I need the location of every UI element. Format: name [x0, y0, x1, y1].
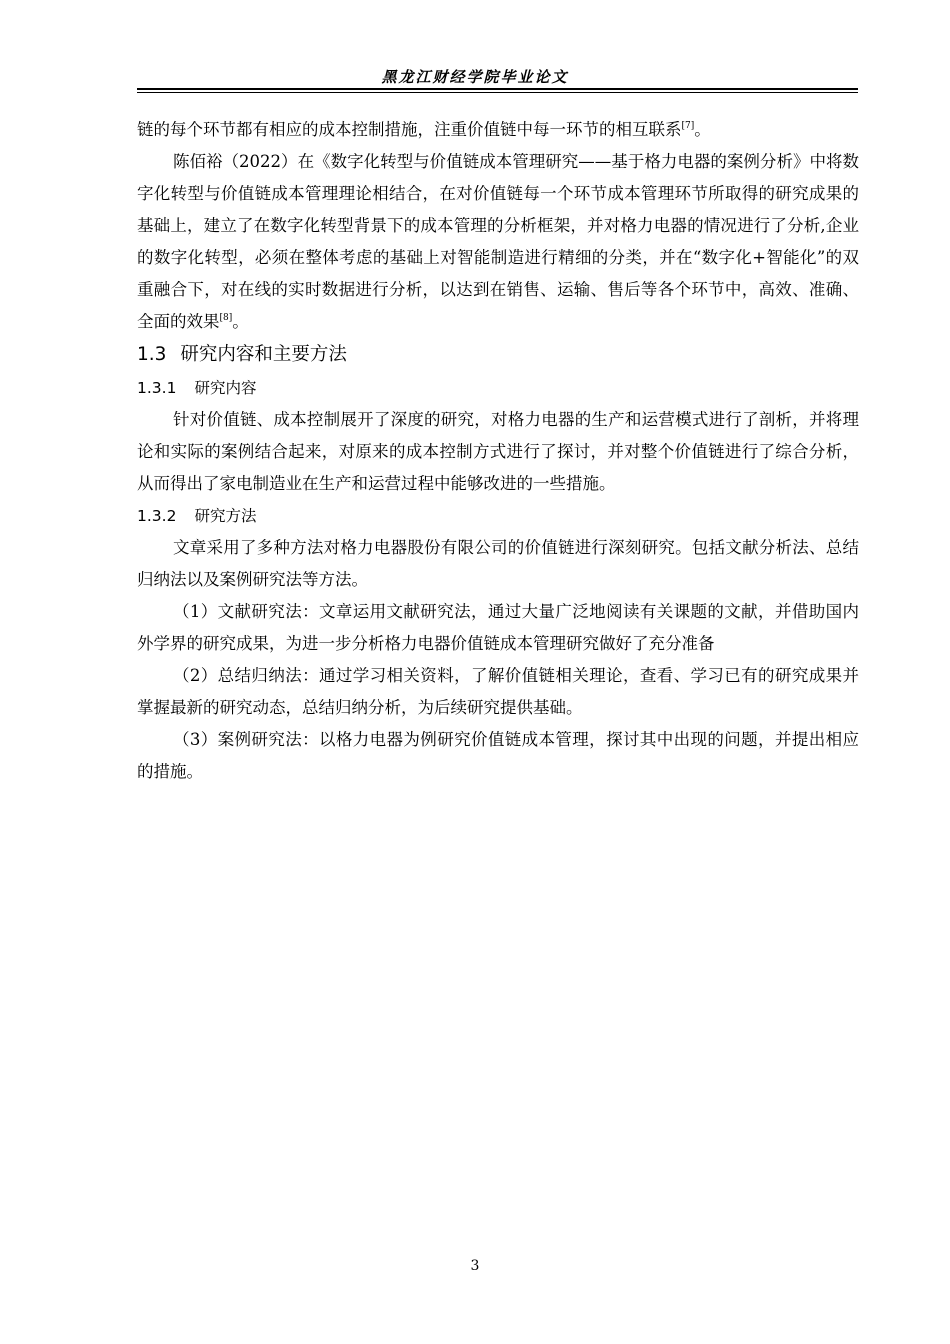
header-rule-thick — [137, 88, 858, 90]
citation-ref: [7] — [681, 121, 695, 131]
subsection-heading-1-3-1 — [137, 372, 859, 404]
running-header-title: 黑龙江财经学院毕业论文 — [381, 68, 569, 86]
citation-ref: [8] — [219, 313, 233, 323]
section-number: 1.3 — [137, 344, 167, 365]
subsection-title: 研究方法 — [194, 507, 257, 525]
paragraph-text: 链的每个环节都有相应的成本控制措施，注重价值链中每一环节的相互联系 — [137, 120, 682, 139]
paragraph-tail: 。 — [694, 120, 711, 139]
subsection-number: 1.3.2 — [137, 507, 177, 525]
body-text — [137, 114, 859, 788]
paragraph-tail: 。 — [232, 312, 249, 331]
paragraph-method-case-study: （3）案例研究法：以格力电器为例研究价值链成本管理，探讨其中出现的问题，并提出相应的措施。 — [137, 730, 859, 781]
section-heading-1-3 — [137, 338, 859, 372]
section-title: 研究内容和主要方法 — [180, 344, 347, 365]
subsection-number: 1.3.1 — [137, 379, 177, 397]
paragraph-continuation — [137, 114, 859, 146]
subsection-title: 研究内容 — [194, 379, 257, 397]
paragraph-chen-baiyu — [137, 146, 859, 338]
paragraph-text: 陈佰裕（2022）在《数字化转型与价值链成本管理研究——基于格力电器的案例分析》中将数字化转型与价值链成本管理理论相结合，在对价值链每一个环节成本管理环节所取得的研究成果的基础上，建立了在数字化转型背景下的成本管理的分析框架，并对格力电器的情况进行了分析,企业的数字化转型，必须在整体考虑的基础上对智能制造进行精细的分类，并在“数字化+智能化”的双重融合下，对在线的实时数据进行分析，以达到在销售、运输、售后等各个环节中，高效、准确、全面的效果 — [137, 152, 859, 331]
subsection-heading-1-3-2 — [137, 500, 859, 532]
paragraph-method-literature: （1）文献研究法：文章运用文献研究法，通过大量广泛地阅读有关课题的文献，并借助国内外学界的研究成果，为进一步分析格力电器价值链成本管理研究做好了充分准备 — [137, 602, 859, 653]
paragraph-methods-intro: 文章采用了多种方法对格力电器股份有限公司的价值链进行深刻研究。包括文献分析法、总结归纳法以及案例研究法等方法。 — [137, 538, 859, 589]
paragraph-research-content: 针对价值链、成本控制展开了深度的研究，对格力电器的生产和运营模式进行了剖析，并将理论和实际的案例结合起来，对原来的成本控制方式进行了探讨，并对整个价值链进行了综合分析，从而得出了家电制造业在生产和运营过程中能够改进的一些措施。 — [137, 410, 859, 493]
page-number: 3 — [470, 1258, 480, 1274]
header-rule-thin — [137, 92, 858, 93]
paragraph-method-summary: （2）总结归纳法：通过学习相关资料，了解价值链相关理论，查看、学习已有的研究成果并掌握最新的研究动态，总结归纳分析，为后续研究提供基础。 — [137, 666, 859, 717]
